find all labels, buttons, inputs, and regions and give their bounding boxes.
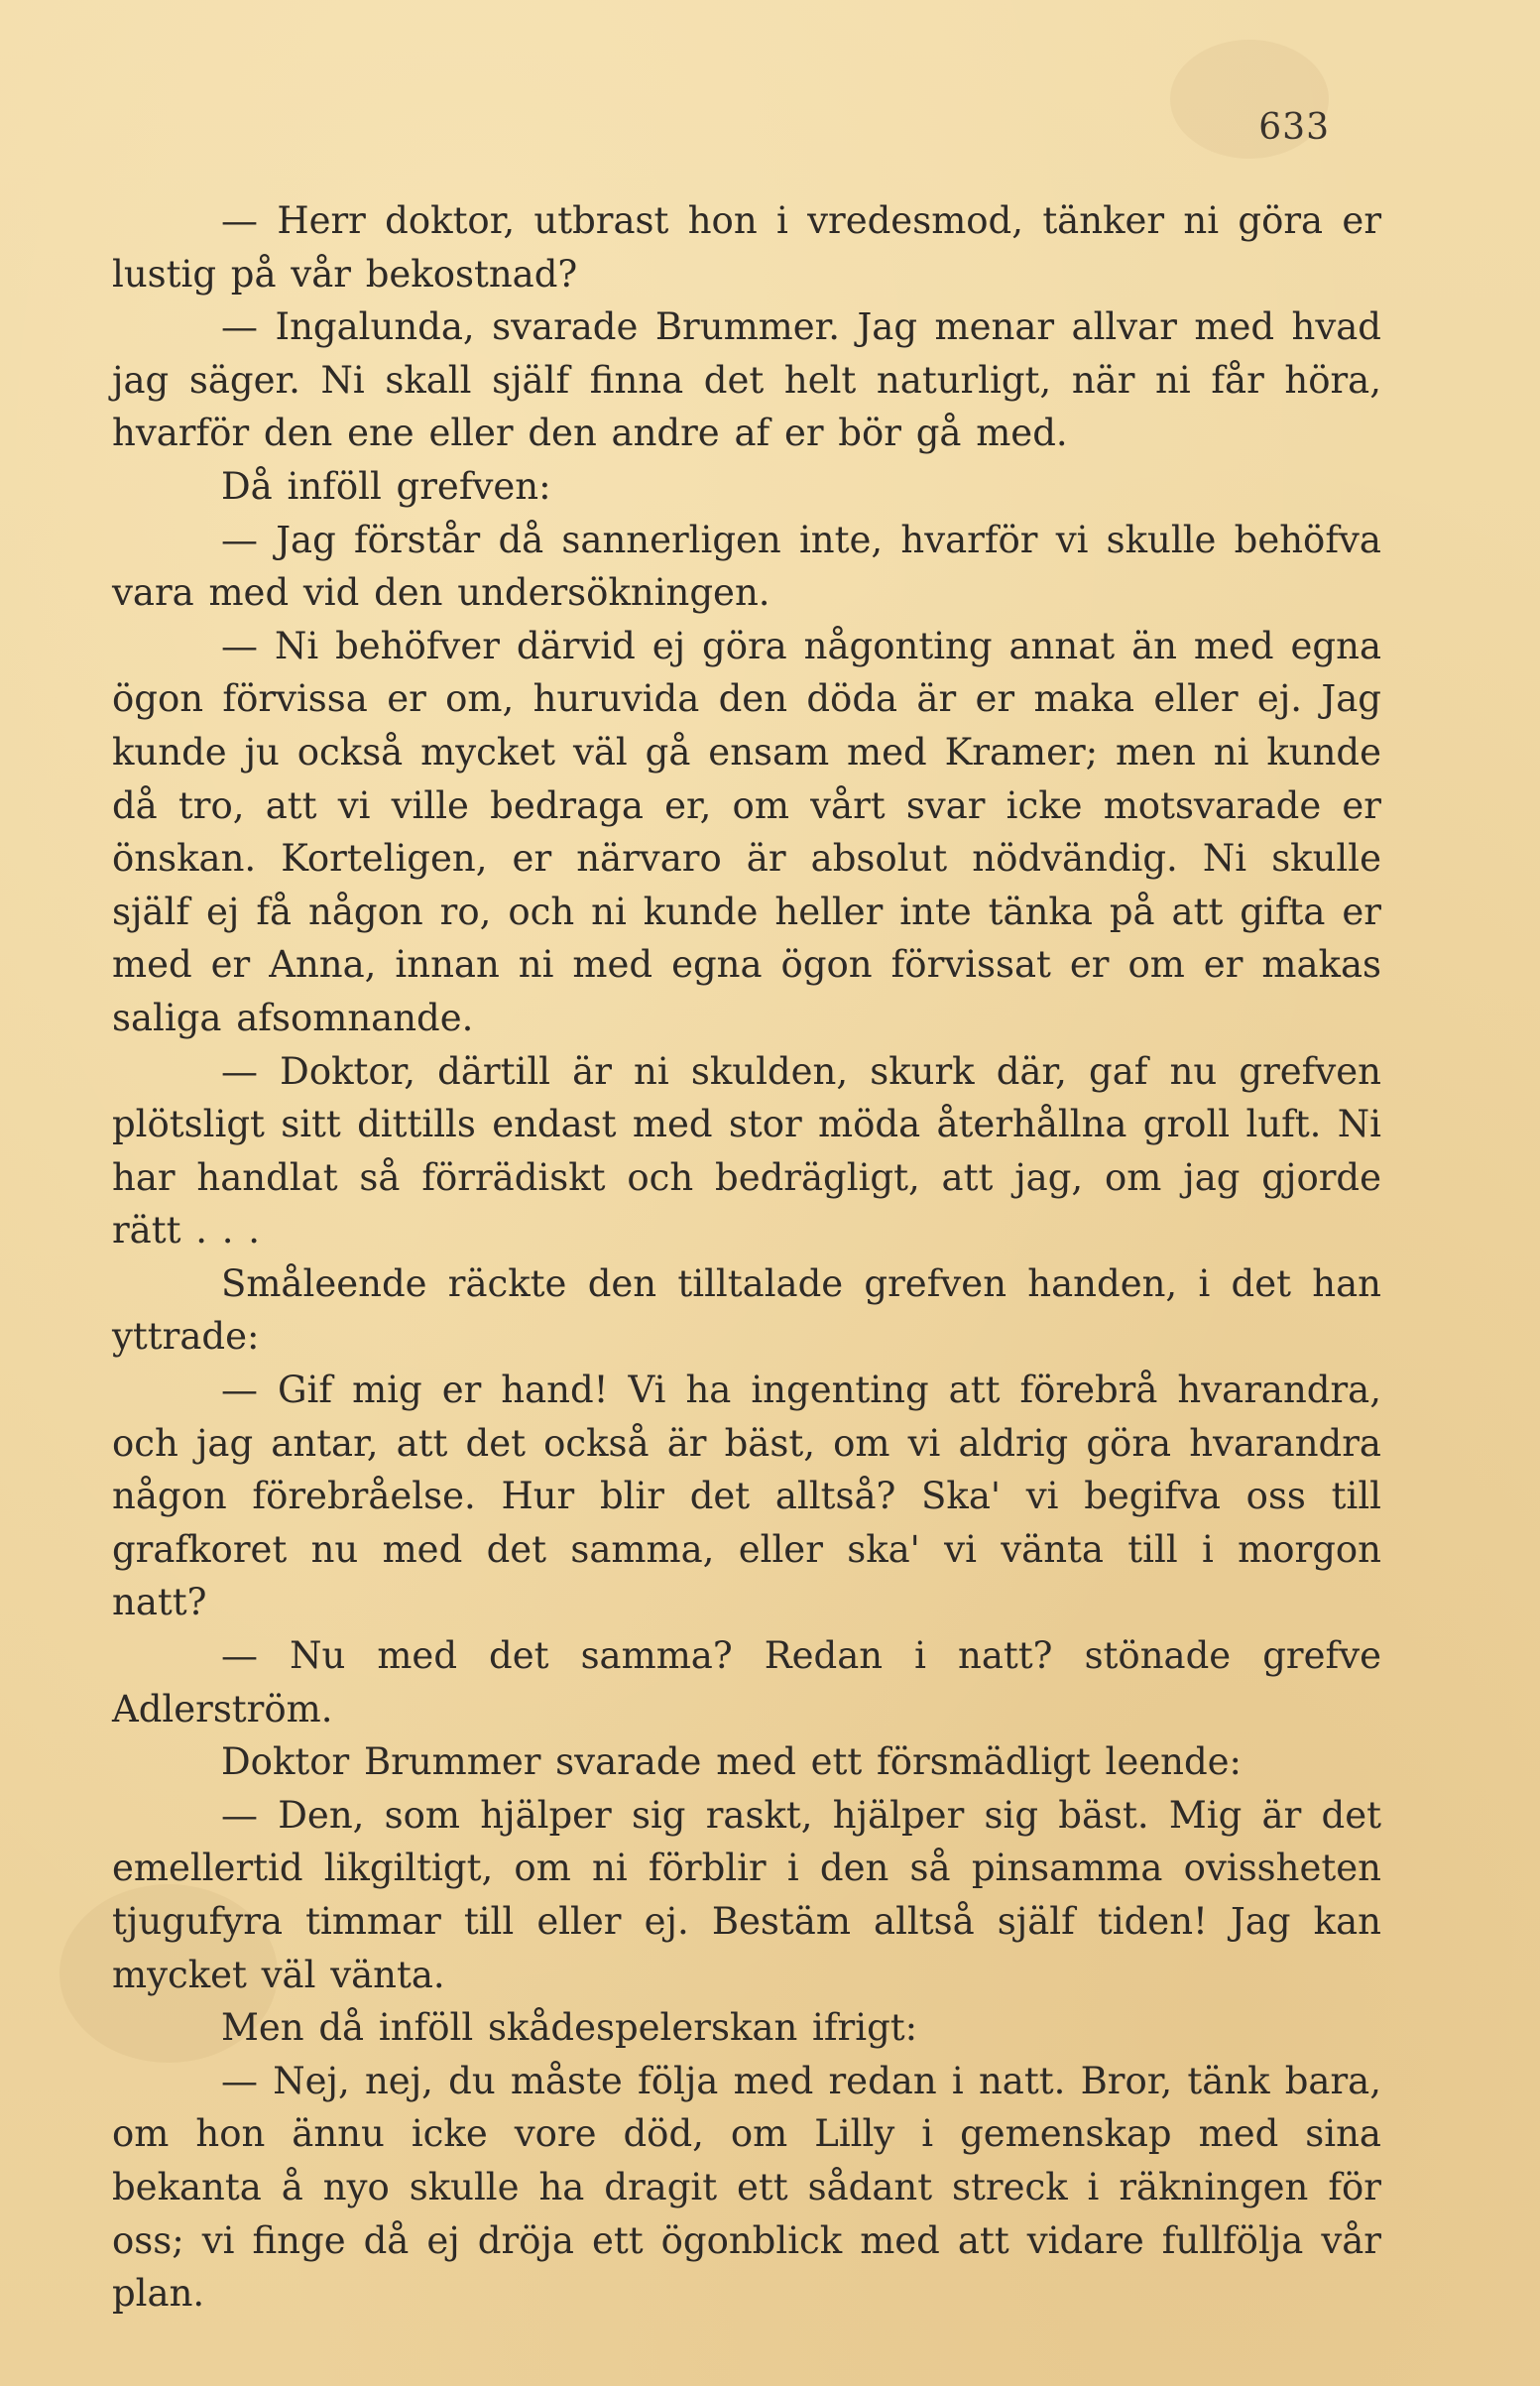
paragraph: — Gif mig er hand! Vi ha ingenting att förebrå hvarandra, och jag antar, att det också är bäst, om vi aldrig göra hvarandra någon förebråelse. Hur blir det alltså? Ska' vi begifva oss till grafkoret nu med det samma, eller ska' vi vänta till i morgon natt? <box>112 1369 1381 1624</box>
paragraph: — Jag förstår då sannerligen inte, hvarför vi skulle behöfva vara med vid den undersökningen. <box>112 518 1381 615</box>
paragraph: — Doktor, därtill är ni skulden, skurk där, gaf nu grefven plötsligt sitt dittills endast med stor möda återhållna groll luft. Ni har handlat så förrädiskt och bedrägligt, att jag, om jag gjorde rätt . . . <box>112 1049 1381 1253</box>
paragraph: — Herr doktor, utbrast hon i vredesmod, tänker ni göra er lustig på vår bekostnad? <box>112 199 1381 296</box>
page-number: 633 <box>1258 107 1330 148</box>
paragraph: — Nu med det samma? Redan i natt? stönade grefve Adlerström. <box>112 1634 1381 1730</box>
paragraph: Men då inföll skådespelerskan ifrigt: <box>221 2006 918 2050</box>
paragraph: Doktor Brummer svarade med ett försmädligt leende: <box>221 1740 1242 1784</box>
paragraph: — Nej, nej, du måste följa med redan i natt. Bror, tänk bara, om hon ännu icke vore död, om Lilly i gemenskap med sina bekanta å nyo skulle ha dragit ett sådant streck i räkningen för oss; vi finge då ej dröja ett ögonblick med att vidare fullfölja vår plan. <box>112 2059 1381 2316</box>
paragraph: — Ingalunda, svarade Brummer. Jag menar allvar med hvad jag säger. Ni skall själf finna det helt naturligt, när ni får höra, hvarför den ene eller den andre af er bör gå med. <box>112 305 1381 455</box>
paragraph: — Ni behöfver därvid ej göra någonting annat än med egna ögon förvissa er om, huruvida den döda är er maka eller ej. Jag kunde ju också mycket väl gå ensam med Kramer; men ni kunde då tro, att vi ville bedraga er, om vårt svar icke motsvarade er önskan. Korteligen, er närvaro är absolut nödvändig. Ni skulle själf ej få någon ro, och ni kunde heller inte tänka på att gifta er med er Anna, innan ni med egna ögon förvissat er om er makas saliga afsomnande. <box>112 624 1381 1039</box>
body-text <box>112 194 1381 2321</box>
paragraph: — Den, som hjälper sig raskt, hjälper sig bäst. Mig är det emellertid likgiltigt, om ni förblir i den så pinsamma ovissheten tjugufyra timmar till eller ej. Bestäm alltså själf tiden! Jag kan mycket väl vänta. <box>112 1793 1381 1996</box>
paragraph: Då inföll grefven: <box>221 464 551 508</box>
paragraph: Småleende räckte den tilltalade grefven handen, i det han yttrade: <box>112 1261 1381 1359</box>
